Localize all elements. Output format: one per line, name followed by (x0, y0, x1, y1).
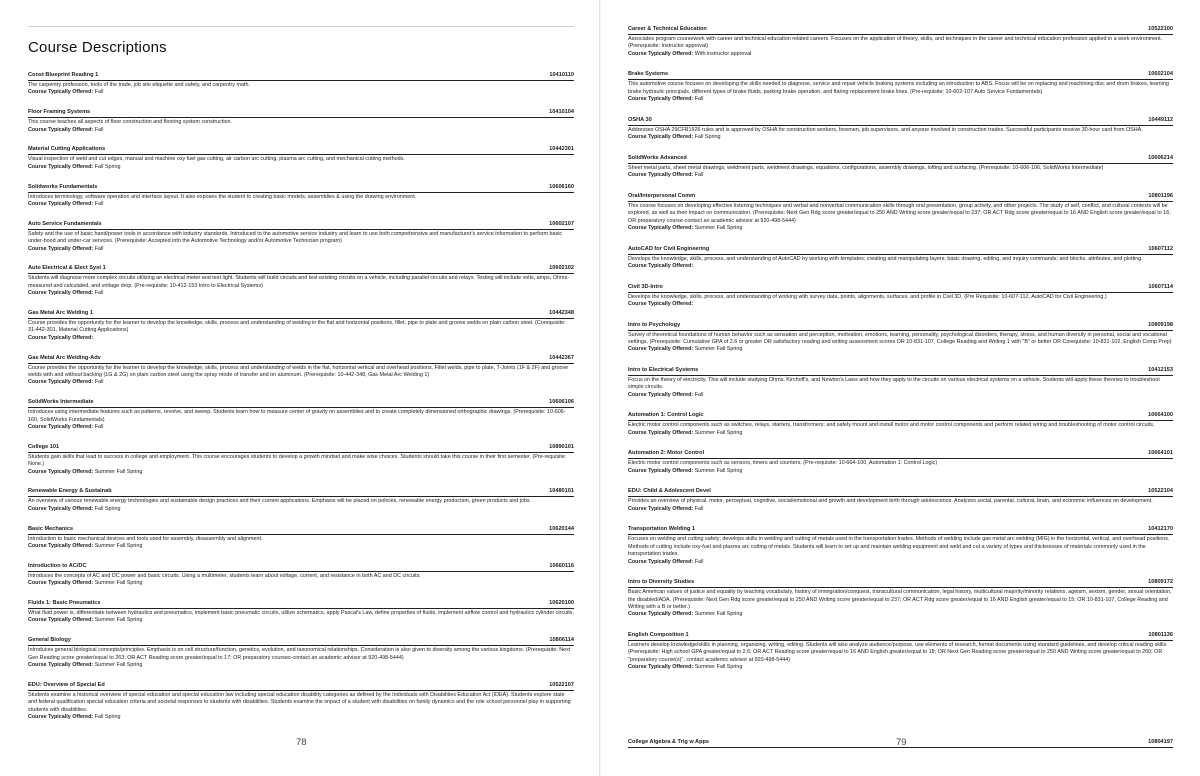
offered-terms: Summer Fall Spring (694, 664, 743, 671)
course-entry (28, 310, 574, 342)
course-description: This automotive course focuses on developing the skills needed to diagnose, service and repair vehicle braking systems including an introduction to ABS. Focus will be on replacing and machining disc and drum brakes, learning brake hydraulic principals, different types of brake fluids, parking brake operation, and flaring replacement brake lines. (Pre-requisite: 10-602-107 Auto Service Fundamentals) (628, 81, 1169, 95)
course-code: 10606160 (549, 183, 574, 190)
course-code: 10449112 (1148, 116, 1173, 123)
course-entry (628, 322, 1173, 354)
course-heading (628, 193, 1173, 202)
course-offered (628, 225, 1173, 232)
course-heading (28, 265, 574, 274)
course-code: 10522107 (549, 681, 574, 688)
course-entry (628, 26, 1173, 58)
course-heading (28, 637, 574, 646)
course-list-right (628, 26, 1173, 671)
course-entry (28, 265, 574, 297)
offered-label: Course Typically Offered: (28, 580, 94, 587)
course-offered (28, 164, 574, 171)
course-title: Intro to Diversity Studies (628, 579, 695, 586)
offered-terms: Fall (94, 245, 104, 252)
course-code: 10664101 (1148, 450, 1173, 457)
course-description: Associates program coursework with career and technical education related careers. Focuses on the application of theory, skills, and techniques in the career and technical education profession applied in a work environment. (Prerequisite: Instructor approval) (628, 36, 1163, 50)
offered-terms: Fall (94, 424, 104, 431)
course-description: Focus on the theory of electricity. This will include studying Ohms, Kirchoff's, and Newton's Laws and how they apply to the circuits on various electrical systems on a vehicle. Students will apply these theories to troubleshoot simple circuits. (628, 377, 1160, 391)
offered-terms: Fall (694, 505, 704, 512)
offered-label: Course Typically Offered: (628, 301, 694, 308)
course-offered (28, 335, 574, 342)
course-description: Develops the knowledge, skills, process, and understanding of working with survey data, points, alignments, surfaces, and profile in Civil 3D. (Pre Requisite: 10-607-112, AutoCAD for Civil Engineering.) (628, 293, 1107, 300)
offered-label: Course Typically Offered: (628, 96, 694, 103)
course-heading (28, 146, 574, 155)
offered-label: Course Typically Offered: (628, 505, 694, 512)
offered-terms: Summer Fall Spring (94, 468, 143, 475)
course-entry (628, 193, 1173, 232)
course-entry (628, 579, 1173, 618)
course-offered (628, 392, 1173, 399)
course-heading (628, 450, 1173, 459)
course-offered (628, 506, 1173, 513)
course-offered (28, 662, 574, 669)
course-code: 10522100 (1148, 26, 1173, 32)
course-code: 10522104 (1148, 488, 1173, 495)
course-code: 10801136 (1148, 632, 1173, 639)
course-title: General Biology (28, 637, 71, 644)
course-code: 10809172 (1148, 579, 1173, 586)
course-offered (28, 201, 574, 208)
offered-label: Course Typically Offered: (28, 379, 94, 386)
offered-terms: Fall (694, 172, 704, 179)
course-title: Solidworks Fundamentals (28, 183, 98, 190)
offered-terms: Summer Fall Spring (94, 662, 143, 669)
offered-label: Course Typically Offered: (628, 611, 694, 618)
course-heading (28, 310, 574, 319)
offered-label: Course Typically Offered: (28, 543, 94, 550)
course-description: Introduces general biological concepts/principles. Emphasis is on cell structure/function, genetics, evolution, and taxonomical relationships. Consideration is also given to diversity among the various kingdoms. (Prerequisite: Next Gen Reading score greater/equal to 263; OR ACT Reading score greater/equal to 17; OR preparatory courses-contact an academic advisor at 920-498-5444) (28, 647, 571, 661)
course-code: 10412170 (1148, 526, 1173, 533)
course-code: 10606106 (549, 399, 574, 406)
course-title: Const Blueprint Reading 1 (28, 72, 99, 78)
offered-terms: Fall (94, 379, 104, 386)
course-entry (28, 637, 574, 669)
offered-terms: Summer Fall Spring (694, 611, 743, 618)
course-heading (28, 355, 574, 364)
offered-label: Course Typically Offered: (28, 163, 94, 170)
course-title: College Algebra & Trig w Apps (628, 739, 710, 745)
course-entry (28, 184, 574, 209)
course-code: 10809198 (1148, 321, 1173, 328)
course-title: Floor Framing Systems (28, 109, 91, 116)
offered-label: Course Typically Offered: (28, 662, 94, 669)
course-code: 10607112 (1148, 245, 1173, 252)
course-heading (28, 488, 574, 497)
offered-label: Course Typically Offered: (628, 346, 694, 353)
course-description: An overview of various renewable energy technologies and sustainable design practices and their current applications. Emphasis will be placed on policies, renewable energy production, green products and jobs. (28, 498, 532, 505)
course-title: College 101 (28, 443, 60, 450)
offered-label: Course Typically Offered: (628, 558, 694, 565)
page-number-left: 78 (296, 737, 307, 748)
course-offered (628, 96, 1173, 103)
course-entry (628, 412, 1173, 437)
course-code: 10660116 (549, 562, 574, 569)
offered-label: Course Typically Offered: (628, 50, 694, 57)
course-offered (628, 263, 1173, 270)
course-entry (628, 284, 1173, 309)
course-code: 10620100 (549, 600, 574, 607)
course-heading (628, 155, 1173, 164)
course-entry (628, 246, 1173, 271)
course-offered (28, 379, 574, 386)
course-code: 10602107 (549, 220, 574, 227)
offered-label: Course Typically Offered: (628, 467, 694, 474)
course-description: Course provides the opportunity for the learner to develop the knowledge, skills, process and understanding of welding in the flat and horizontal positions, fillet, pipe to plate and groove welds on plain carbon steel. (Corequisite: 31-442-301, Material Cutting Applications) (28, 320, 566, 334)
course-code: 10890101 (549, 443, 574, 450)
course-description: Introduces the concepts of AC and DC power and basic circuits. Using a multimeter, students learn about voltage, current, and resistance in both AC and DC circuits. (28, 572, 421, 579)
offered-label: Course Typically Offered: (628, 664, 694, 671)
course-list-left (28, 72, 574, 721)
course-entry (28, 526, 574, 551)
course-offered (628, 664, 1173, 671)
course-offered (628, 611, 1173, 618)
course-offered (628, 51, 1173, 58)
course-offered (28, 580, 574, 587)
course-heading (28, 682, 574, 691)
course-entry (628, 367, 1173, 399)
course-offered (28, 506, 574, 513)
offered-label: Course Typically Offered: (28, 468, 94, 475)
offered-terms: Fall Spring (94, 714, 121, 721)
offered-label: Course Typically Offered: (28, 245, 94, 252)
offered-label: Course Typically Offered: (628, 134, 694, 141)
course-entry (628, 632, 1173, 671)
course-heading (28, 109, 574, 118)
course-entry (28, 146, 574, 171)
offered-terms: Summer Fall Spring (694, 429, 743, 436)
course-description: Electric motor control components such as switches, relays, starters, transformers; and safely mount and install motor and motor control components and perform related wiring and troubleshooting of motor control circuits. (628, 422, 1155, 429)
course-offered (628, 430, 1173, 437)
offered-terms: Fall Spring (94, 163, 121, 170)
offered-label: Course Typically Offered: (628, 391, 694, 398)
course-heading (628, 284, 1173, 293)
course-entry (28, 355, 574, 387)
top-rule (28, 26, 574, 27)
course-code: 10606214 (1148, 154, 1173, 161)
course-code: 10664100 (1148, 412, 1173, 419)
course-title: Career & Technical Education (628, 26, 707, 32)
course-description: Safety and the use of basic hand/power tools in accordance with industry standards. Introduced to the automotive service industry and learn to use both comprehensive and manufacturer's service information to perform basic under-hood and under-car services. (Prerequisite: Accepted into the Automotive Technology and/or Automotive Technician program) (28, 230, 563, 245)
offered-terms: Summer Fall Spring (694, 225, 743, 232)
course-entry (628, 488, 1173, 513)
offered-label: Course Typically Offered: (28, 334, 94, 341)
course-title: OSHA 30 (628, 116, 652, 123)
course-entry (628, 450, 1173, 475)
course-entry (628, 155, 1173, 180)
course-title: Automation 1: Control Logic (628, 412, 704, 419)
offered-label: Course Typically Offered: (28, 505, 94, 512)
course-title: English Composition 1 (628, 632, 689, 639)
course-code: 10410110 (549, 72, 574, 78)
offered-label: Course Typically Offered: (28, 89, 94, 96)
course-offered (628, 559, 1173, 566)
course-offered (28, 424, 574, 431)
course-description: Students examine a historical overview of special education and special education law including special education disability categories as defined by the Individuals with Disabilities Education Act (IDEA). Students explore state and federal qualification special education criteria and societal responses to students with disabilities. Students examine the impact of a student with disabilities on family dynamics and the role school personnel play in supporting students with disabilities. (28, 691, 571, 713)
course-heading (628, 488, 1173, 497)
course-heading (628, 367, 1173, 376)
offered-label: Course Typically Offered: (28, 714, 94, 721)
course-code: 10442348 (549, 310, 574, 317)
course-offered (628, 172, 1173, 179)
course-entry (28, 221, 574, 253)
course-offered (628, 346, 1173, 353)
course-heading (28, 444, 574, 453)
course-offered (28, 127, 574, 134)
right-page (600, 0, 1200, 776)
course-entry (628, 117, 1173, 142)
course-description: Electric motor control components such as sensors, timers and counters. (Pre-requisite: 10-664-100, Automation 1: Control Logic) (628, 460, 938, 467)
course-description: Course provides the opportunity for the learner to develop the knowledge, skills, process and understanding of welds in the flat, horizontal vertical and overhead positions. Fillet welds, pipe to plate, T-Joints (1F & 2F) and groove welds with and without backing (1G & 2G) on plain carbon steel using the spray mode of transfer and on aluminum. (Prerequisite: 10-442-348, Gas Metal Arc Welding 1) (28, 364, 569, 379)
course-heading (28, 526, 574, 535)
course-code: 10442367 (549, 354, 574, 361)
course-code: 10607114 (1148, 283, 1173, 290)
offered-terms: Summer Fall Spring (94, 617, 143, 624)
offered-label: Course Typically Offered: (628, 429, 694, 436)
offered-label: Course Typically Offered: (628, 263, 694, 270)
offered-terms: With instructor approval (694, 50, 752, 57)
course-entry (28, 563, 574, 588)
course-entry (28, 682, 574, 721)
course-description: Survey of theoretical foundations of human behavior such as sensation and perception, motivation, emotions, learning, personality, psychological disorders, therapy, stress, and human diversity in personal, social and vocational settings. (Prerequisite: Cumulative GPA of 2.6 or greater OR satisfactory reading and writing assessment scores OR 10-831-107, College Reading and Writing 1 with "B" or better OR Corequisite: 10-831-102, English Comp Prep) (628, 331, 1172, 346)
course-code: 10602102 (549, 265, 574, 272)
course-entry (628, 526, 1173, 565)
course-code: 10480101 (549, 488, 574, 495)
offered-label: Course Typically Offered: (28, 617, 94, 624)
course-code: 10602104 (1148, 71, 1173, 78)
course-heading (628, 526, 1173, 535)
offered-terms: Fall Spring (694, 134, 721, 141)
offered-terms: Summer Fall Spring (94, 580, 143, 587)
course-title: Basic Mechanics (28, 525, 74, 532)
course-offered (28, 469, 574, 476)
course-title: Introduction to AC/DC (28, 562, 87, 569)
course-entry (28, 488, 574, 513)
course-code: 10801196 (1148, 192, 1173, 199)
offered-label: Course Typically Offered: (628, 225, 694, 232)
course-heading (628, 26, 1173, 35)
course-description: Basic American values of justice and equality by teaching vocabulary, history of immigration/conquest, transcultural communication, legal history, multicultural majority/minority relations, ageism, sexism, gender, sexual orientation, the disabled/ADA. (Prerequisite: Next Gen Rdg score greater/equal to 250 AND Writing score greater/equal to 237; OR ACT Rdg score greater/equal to 16 AND English greater/equal to 15; OR 10-831-107, College Reading and Writing with a B or better.) (628, 589, 1172, 611)
course-code: 10410104 (549, 109, 574, 116)
course-heading (628, 71, 1173, 80)
course-description: Introduces using intermediate features such as patterns, revolve, and sweep. Students learn how to measure center of gravity on assemblies and to create completely dimensioned orthographic drawings. (Prerequisite: 10-606-160, SolidWorks Fundamentals) (28, 409, 566, 423)
course-description: Students will diagnose more complex circuits utilizing an electrical meter and test light. Students will build circuits and test existing circuits on a vehicle, including parallel circuits and relays. Testing will include volts, amps, Ohms- measured and calculated, and voltage drop. (Pre-requisite: 10-412-153 Intro to Electrical Systems) (28, 275, 569, 289)
course-code: 10442301 (549, 146, 574, 153)
course-description: Introduces terminology, software operation and interface layout. It also exposes the student to creating basic models, assemblies & using the drawing environment. (28, 193, 417, 200)
offered-terms: Fall (94, 126, 104, 133)
course-title: Material Cutting Applications (28, 146, 106, 153)
offered-terms: Fall (694, 391, 704, 398)
course-description: Provides an overview of physical, motor, perceptual, cognitive, social/emotional and growth and development birth through adolescence. Analyzes social, parental, cultural, brain, and economic influences on development. (628, 498, 1153, 505)
offered-terms: Summer Fall Spring (694, 346, 743, 353)
course-title: AutoCAD for Civil Engineering (628, 245, 710, 252)
course-title: Automation 2: Motor Control (628, 450, 705, 457)
offered-terms: Fall (694, 558, 704, 565)
course-description: Visual inspection of weld and cut edges, manual and machine oxy fuel gas cutting, air carbon arc cutting, plasma arc cutting, and mechanical cutting methods. (28, 156, 405, 163)
course-offered (28, 617, 574, 624)
offered-label: Course Typically Offered: (628, 172, 694, 179)
course-title: SolidWorks Advanced (628, 154, 687, 161)
course-offered (28, 89, 574, 96)
course-heading (28, 184, 574, 193)
course-heading (628, 632, 1173, 641)
course-description: Introduction to basic mechanical devices and tools used for assembly, disassembly and alignment. (28, 535, 263, 542)
course-heading (628, 246, 1173, 255)
course-title: EDU: Overview of Special Ed (28, 681, 105, 688)
course-entry (28, 600, 574, 625)
course-entry (28, 72, 574, 97)
course-offered (28, 290, 574, 297)
course-title: Auto Electrical & Elect Syst 1 (28, 265, 106, 272)
course-title: Transportation Welding 1 (628, 526, 696, 533)
offered-terms: Fall Spring (94, 505, 121, 512)
offered-label: Course Typically Offered: (28, 424, 94, 431)
page-number-right: 79 (896, 737, 907, 748)
course-code: 10412153 (1148, 367, 1173, 374)
course-title: Civil 3D-Intro (628, 283, 663, 290)
offered-label: Course Typically Offered: (28, 201, 94, 208)
course-description: This course focuses on developing effective listening techniques and verbal and nonverbal communication skills through oral presentation, group activity, and other projects. The study of self, conflict, and cultural contexts will be explored, as well as their impact on communication. (Prerequisite: Next Gen Rdg score greater/equal to 250 AND Writing score greater/equal to 237; OR ACT Rdg score greater/equal to 16 AND English score greater/equal to 16; OR preparatory course-contact an academic advisor at 920-498-5444) (628, 202, 1171, 224)
course-entry (28, 399, 574, 431)
course-offered (628, 134, 1173, 141)
offered-terms: Summer Fall Spring (94, 543, 143, 550)
offered-label: Course Typically Offered: (28, 290, 94, 297)
course-title: Auto Service Fundamentals (28, 220, 102, 227)
course-description: This course teaches all aspects of floor construction and flooring system construction. (28, 119, 233, 126)
course-heading (28, 399, 574, 408)
course-title: SolidWorks Intermediate (28, 399, 94, 406)
course-title: Renewable Energy & Sustainab (28, 488, 112, 495)
course-heading (628, 117, 1173, 126)
course-heading (28, 600, 574, 609)
course-title: Intro to Electrical Systems (628, 367, 699, 374)
course-description: Develops the knowledge, skills, process, and understanding of AutoCAD by working with templates; creating and manipulating layers; basic drawing, editing, and inquiry commands; and blocks, attributes, and plotting. (628, 255, 1143, 262)
course-description: What fluid power is, differentiate between hydraulics and pneumatics, implement basic pneumatic circuits, utilize schematics, apply Pascal's Law, define properties of fluids, implement airflow control and hydraulics cylinder circuits. (28, 610, 574, 617)
offered-label: Course Typically Offered: (28, 126, 94, 133)
course-title: Oral/Interpersonal Comm (628, 192, 696, 199)
course-heading (28, 72, 574, 81)
course-offered (628, 301, 1173, 308)
course-heading (628, 412, 1173, 421)
course-title: Fluids 1: Basic Pneumatics (28, 600, 101, 607)
course-description: Focuses on welding and cutting safety; develops skills in welding and cutting of metals used in the transportation trades. Methods of welding include gas metal arc welding (MIG) in the horizontal, vertical, and overhead positions. Methods of cutting include oxy-fuel and plasma arc cutting of metals. Students will learn to set up and maintain welding equipment and weld and cut a variety of types and thicknesses of materials commonly used in the transportation trades. (628, 536, 1170, 558)
course-offered (28, 246, 574, 253)
offered-terms: Fall (94, 89, 104, 96)
course-entry (628, 71, 1173, 103)
course-description: The carpentry profession, tools of the trade, job site etiquette and safety, and carpentry math. (28, 82, 250, 88)
course-code: 10804197 (1148, 739, 1173, 745)
course-title: Gas Metal Arc Welding-Adv (28, 354, 101, 361)
course-offered (628, 468, 1173, 475)
course-description: Students gain skills that lead to success in college and employment. This course encourages students to develop a growth mindset and make wise choices. Students should take this course in their first semester. (Pre-requisite: None.) (28, 453, 567, 468)
course-heading (628, 579, 1173, 588)
course-title: Gas Metal Arc Welding 1 (28, 310, 93, 317)
course-entry (28, 109, 574, 134)
offered-terms: Fall (94, 201, 104, 208)
course-description: Addresses OSHA 29CFR1926 rules and is approved by OSHA for construction workers, foremen, job supervisors, and anyone involved in construction trades. Successful participants receive 30-hour card from OSHA. (628, 126, 1143, 133)
course-description: Sheet metal parts, sheet metal drawings, weldment parts, weldment drawings, equations, configurations, assembly drawings, lofting and surfacing. (Prerequisite: 10-606-106, SolidWorks Intermediate) (628, 164, 1104, 171)
course-heading (28, 563, 574, 572)
page-title: Course Descriptions (28, 39, 167, 56)
course-code: 10806114 (549, 637, 574, 644)
course-offered (28, 543, 574, 550)
course-title: Brake Systems (628, 71, 669, 78)
course-code: 10620144 (549, 525, 574, 532)
course-offered (28, 714, 574, 721)
offered-terms: Fall (94, 290, 104, 297)
offered-terms: Summer Fall Spring (694, 467, 743, 474)
course-heading (28, 221, 574, 230)
course-entry (28, 444, 574, 476)
course-description: Learners develop knowledge/skills in planning, organizing, writing, editing. Students will also analyze audience/purpose, use elements of research, format documents using standard guidelines, and develop critical reading skills. (Prerequisite: High school GPA greater/equal to 2.6; OR ACT Reading score greater/equal to 16 AND English greater/equal to 18; OR Next Gen Reading score greater/equal to 250 AND Writing score greater/equal to 260; OR "preparatory course(s)", contact academic advisor at 920-498-5444) (628, 642, 1168, 663)
offered-terms: Fall (694, 96, 704, 103)
course-heading (628, 322, 1173, 331)
course-title: Intro to Psychology (628, 321, 681, 328)
course-title: EDU: Child & Adolescent Devel (628, 488, 711, 495)
